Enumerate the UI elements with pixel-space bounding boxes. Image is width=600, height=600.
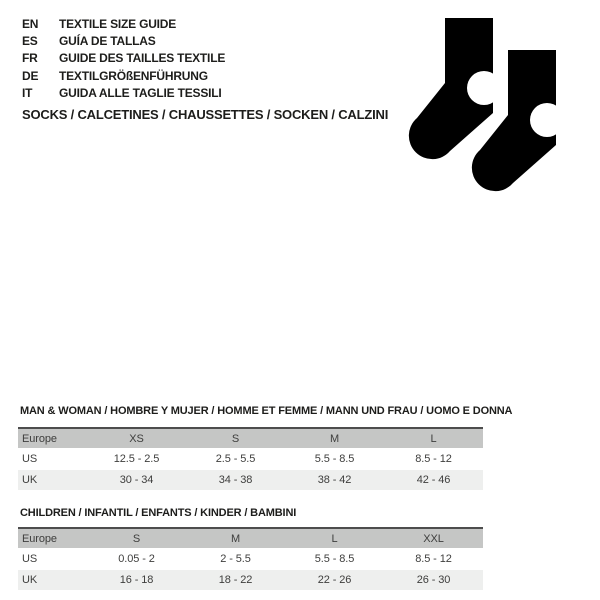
language-row-en — [22, 15, 225, 32]
man-woman-size-table — [18, 427, 483, 490]
table-row-uk — [18, 570, 483, 590]
header-cell-size: M — [230, 532, 241, 545]
size-cell: 26 - 30 — [416, 574, 451, 586]
row-label: US — [22, 553, 38, 565]
size-cell: 42 - 46 — [416, 474, 451, 486]
socks-icon — [405, 8, 575, 198]
language-code: ES — [22, 34, 38, 49]
guide-title: GUÍA DE TALLAS — [59, 34, 156, 49]
size-cell: 34 - 38 — [218, 474, 253, 486]
header-cell-size: L — [331, 532, 338, 545]
size-cell: 5.5 - 8.5 — [314, 453, 355, 465]
size-cell: 16 - 18 — [119, 574, 154, 586]
header-cell-size: S — [132, 532, 141, 545]
size-cell: 8.5 - 12 — [415, 453, 452, 465]
size-cell: 0.05 - 2 — [118, 553, 155, 565]
size-cell: 18 - 22 — [218, 574, 253, 586]
children-table-title: CHILDREN / INFANTIL / ENFANTS / KINDER / BAMBINI — [20, 507, 297, 519]
language-code: DE — [22, 68, 39, 83]
language-title-list — [22, 15, 225, 102]
language-row-de — [22, 67, 225, 84]
language-row-fr — [22, 50, 225, 67]
size-cell: 2.5 - 5.5 — [215, 453, 256, 465]
size-cell: 12.5 - 2.5 — [113, 453, 160, 465]
table-header-row — [18, 427, 483, 448]
header-cell-size: XXL — [423, 532, 444, 545]
table-header-row — [18, 527, 483, 548]
header-cell-size: S — [231, 432, 240, 445]
guide-title: GUIDA ALLE TAGLIE TESSILI — [59, 86, 222, 101]
table-row-us — [18, 449, 483, 469]
table-row-uk — [18, 470, 483, 490]
language-row-es — [22, 32, 225, 49]
size-cell: 8.5 - 12 — [415, 553, 452, 565]
sock-left-icon — [409, 18, 501, 159]
header-cell-size: M — [329, 432, 340, 445]
language-code: IT — [22, 86, 33, 101]
product-category-line: SOCKS / CALCETINES / CHAUSSETTES / SOCKEN / CALZINI — [22, 107, 389, 122]
header-cell-region: Europe — [22, 432, 57, 445]
row-label: UK — [22, 474, 38, 486]
size-cell: 38 - 42 — [317, 474, 352, 486]
size-cell: 2 - 5.5 — [220, 553, 251, 565]
size-cell: 22 - 26 — [317, 574, 352, 586]
table-row-us — [18, 549, 483, 569]
language-code: FR — [22, 51, 38, 66]
guide-title: GUIDE DES TAILLES TEXTILE — [59, 51, 226, 66]
man-woman-table-title: MAN & WOMAN / HOMBRE Y MUJER / HOMME ET FEMME / MANN UND FRAU / UOMO E DONNA — [20, 405, 513, 417]
header-cell-size: L — [430, 432, 437, 445]
row-label: UK — [22, 574, 38, 586]
language-code: EN — [22, 16, 39, 31]
row-label: US — [22, 453, 38, 465]
size-cell: 30 - 34 — [119, 474, 154, 486]
header-cell-region: Europe — [22, 532, 57, 545]
guide-title: TEXTILGRÖßENFÜHRUNG — [59, 68, 208, 83]
guide-title: TEXTILE SIZE GUIDE — [59, 16, 177, 31]
header-cell-size: XS — [129, 432, 144, 445]
children-size-table — [18, 527, 483, 590]
language-row-it — [22, 85, 225, 102]
size-cell: 5.5 - 8.5 — [314, 553, 355, 565]
